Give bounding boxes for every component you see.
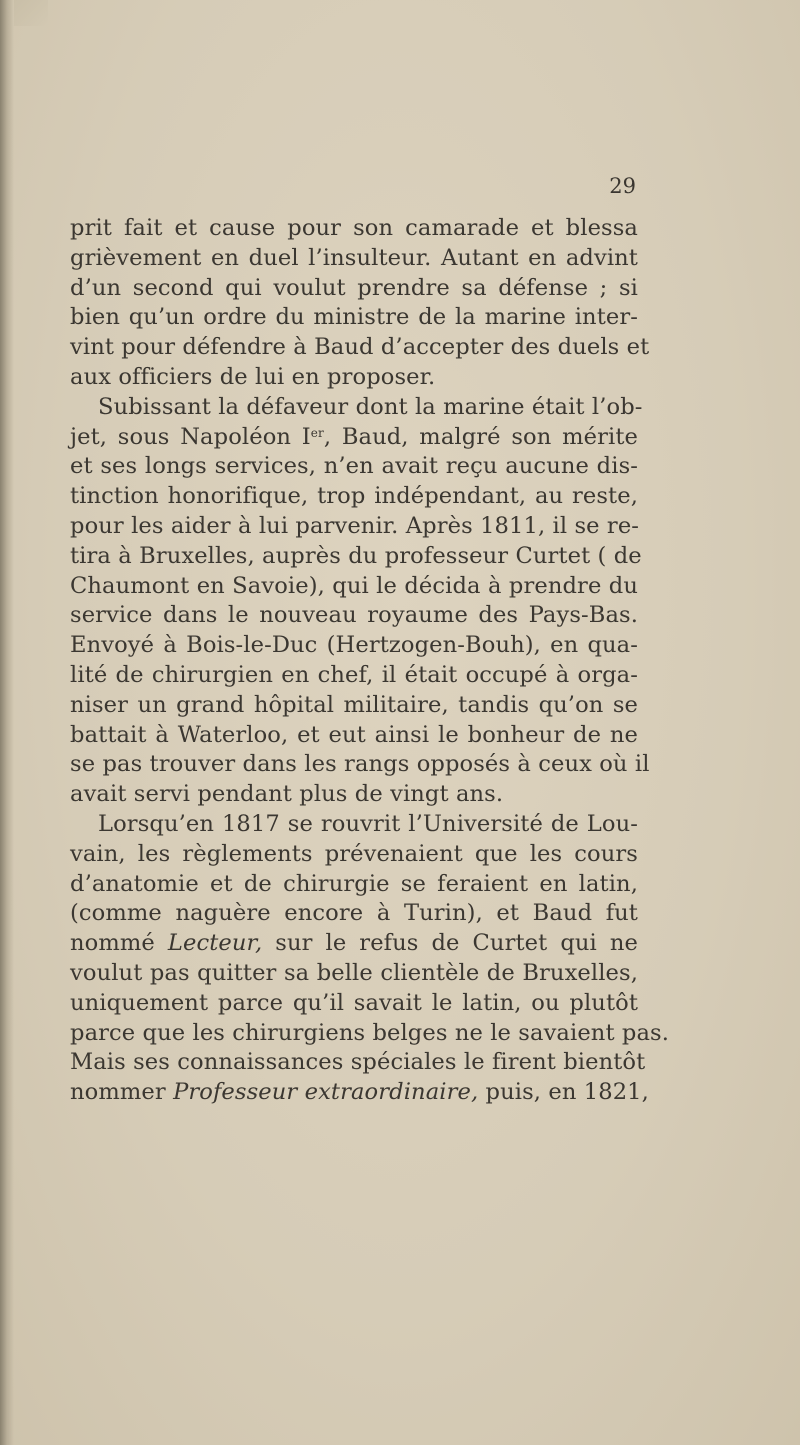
text-line: prit fait et cause pour son camarade et blessa (70, 215, 638, 241)
text-line: grièvement en duel l’insulteur. Autant en advint (70, 244, 638, 271)
text-fragment: puis, en 1821, (478, 1079, 649, 1106)
page-number: 29 (609, 174, 636, 198)
text-line: Lorsqu’en 1817 se rouvrit l’Université de Lou- (98, 810, 638, 837)
body-text (70, 214, 670, 1108)
text-line: Envoyé à Bois-le-Duc (Hertzogen-Bouh), en qua- (70, 632, 638, 659)
text-fragment: nommé (70, 930, 168, 957)
text-line: aux officiers de lui en proposer. (70, 363, 436, 390)
text-line: vain, les règlements prévenaient que les cours (70, 840, 638, 867)
page-corner-stain (14, 0, 48, 26)
text-line: se pas trouver dans les rangs opposés à ceux où il (70, 751, 650, 778)
text-line: parce que les chirurgiens belges ne le savaient pas. (70, 1019, 670, 1046)
italic-text: Lecteur, (167, 930, 263, 957)
text-line (70, 423, 638, 453)
text-line: lité de chirurgien en chef, il était occupé à orga- (70, 661, 638, 688)
text-line: Mais ses connaissances spéciales le firent bientôt (70, 1049, 646, 1076)
text-line (70, 1078, 649, 1108)
italic-text: Professeur extraordinaire, (173, 1079, 479, 1106)
text-line: voulut pas quitter sa belle clientèle de Bruxelles, (70, 959, 638, 986)
text-fragment: sur le refus de Curtet qui ne (262, 930, 638, 957)
text-fragment: nommer (70, 1079, 174, 1106)
text-line: uniquement parce qu’il savait le latin, ou plutôt (70, 989, 638, 1016)
text-line: d’anatomie et de chirurgie se feraient en latin, (70, 870, 638, 897)
text-fragment: , Baud, malgré son mérite (323, 423, 638, 450)
text-line: tira à Bruxelles, auprès du professeur Curtet ( de (70, 542, 642, 569)
superscript-er: er (310, 425, 324, 440)
text-line: battait à Waterloo, et eut ainsi le bonheur de ne (70, 721, 638, 748)
text-line: tinction honorifique, trop indépendant, au reste, (70, 483, 638, 510)
text-line: avait servi pendant plus de vingt ans. (70, 781, 504, 808)
text-line: et ses longs services, n’en avait reçu aucune dis- (70, 453, 638, 480)
text-line: bien qu’un ordre du ministre de la marine inter- (70, 304, 638, 331)
text-line (70, 929, 638, 959)
text-line: Subissant la défaveur dont la marine était l’ob- (98, 393, 643, 420)
text-line: vint pour défendre à Baud d’accepter des duels et (70, 334, 650, 361)
text-line: pour les aider à lui parvenir. Après 1811, il se re- (70, 512, 640, 539)
page-binding-edge (0, 0, 14, 1445)
text-line: (comme naguère encore à Turin), et Baud fut (70, 900, 638, 927)
text-line: d’un second qui voulut prendre sa défense ; si (70, 274, 638, 301)
text-line: niser un grand hôpital militaire, tandis qu’on se (70, 691, 638, 718)
text-line: service dans le nouveau royaume des Pays-Bas. (70, 602, 638, 629)
text-fragment: jet, sous Napoléon I (70, 423, 311, 450)
text-line: Chaumont en Savoie), qui le décida à prendre du (70, 572, 638, 599)
